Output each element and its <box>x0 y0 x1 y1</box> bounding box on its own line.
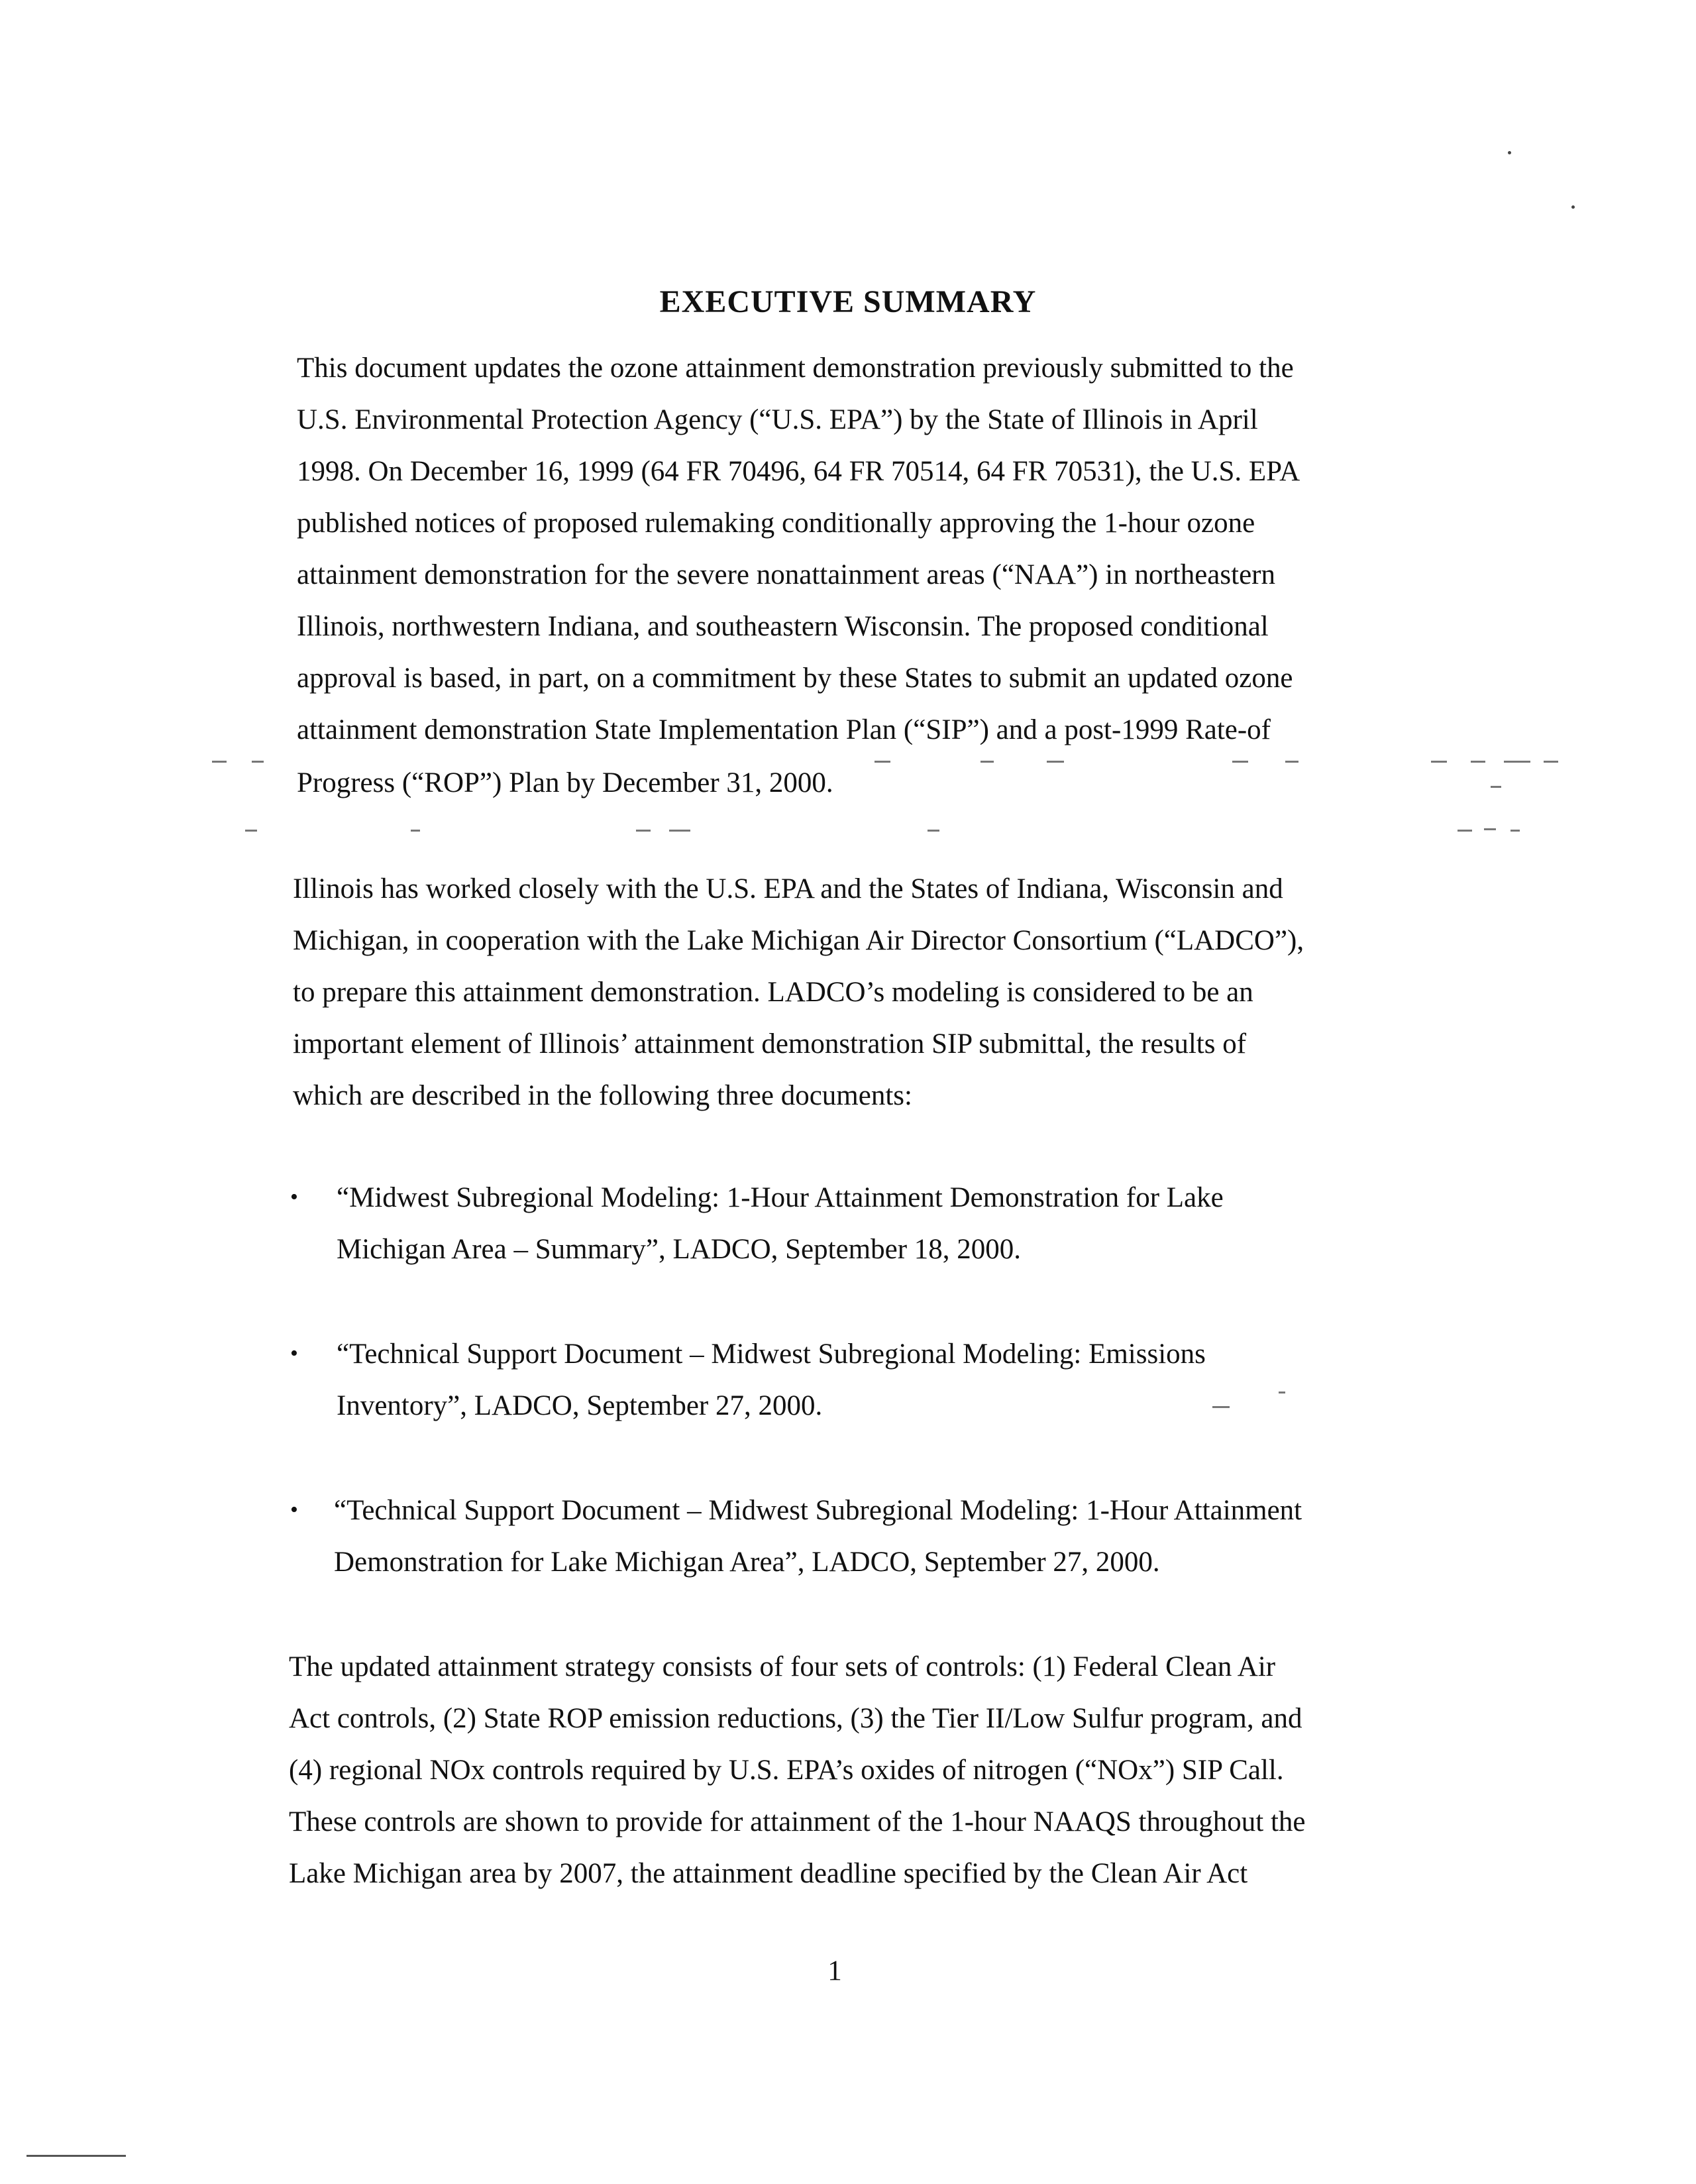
paragraph-1-line-3: 1998. On December 16, 1999 (64 FR 70496, 64 FR 70514, 64 FR 70531), the U.S. EPA <box>297 456 1300 487</box>
bullet-3-line-1: “Technical Support Document – Midwest Subregional Modeling: 1-Hour Attainment <box>334 1495 1302 1526</box>
scan-artifact-dash <box>1047 761 1064 763</box>
scan-artifact-dash <box>252 761 264 763</box>
bullet-marker: • <box>290 1498 298 1522</box>
paragraph-3-line-1: The updated attainment strategy consists of four sets of controls: (1) Federal Clean Air <box>289 1651 1276 1682</box>
bullet-marker: • <box>290 1341 298 1366</box>
scan-artifact-dash <box>1510 830 1520 832</box>
scan-artifact-dash <box>980 761 994 763</box>
paragraph-1-line-7: approval is based, in part, on a commitment by these States to submit an updated ozone <box>297 663 1293 694</box>
paragraph-3-line-4: These controls are shown to provide for attainment of the 1-hour NAAQS throughout the <box>289 1806 1306 1837</box>
bullet-1-line-2: Michigan Area – Summary”, LADCO, September 18, 2000. <box>337 1234 1022 1265</box>
page-number: 1 <box>827 1955 842 1987</box>
paragraph-1-line-8: attainment demonstration State Implementation Plan (“SIP”) and a post-1999 Rate-of <box>297 714 1271 745</box>
paragraph-2-line-4: important element of Illinois’ attainment demonstration SIP submittal, the results of <box>293 1028 1247 1060</box>
paragraph-1-line-2: U.S. Environmental Protection Agency (“U.S. EPA”) by the State of Illinois in April <box>297 404 1258 435</box>
bullet-2-line-1: “Technical Support Document – Midwest Subregional Modeling: Emissions <box>337 1338 1206 1370</box>
bullet-3-line-2: Demonstration for Lake Michigan Area”, LADCO, September 27, 2000. <box>334 1547 1160 1578</box>
paragraph-2-line-5: which are described in the following three documents: <box>293 1080 912 1111</box>
scan-artifact-dash <box>1279 1392 1285 1393</box>
scan-artifact-dash <box>1458 830 1472 832</box>
scan-artifact-speck <box>1508 151 1511 154</box>
paragraph-1-line-9: Progress (“ROP”) Plan by December 31, 2000. <box>297 767 833 798</box>
bullet-1-line-1: “Midwest Subregional Modeling: 1-Hour Attainment Demonstration for Lake <box>337 1182 1224 1213</box>
scan-artifact-dash <box>245 830 257 832</box>
scan-artifact-dash <box>874 761 890 763</box>
scan-artifact-dash <box>1212 1406 1230 1408</box>
paragraph-3-line-2: Act controls, (2) State ROP emission reductions, (3) the Tier II/Low Sulfur program, and <box>289 1703 1302 1734</box>
page-title: EXECUTIVE SUMMARY <box>659 284 1037 319</box>
scan-artifact-dash <box>928 830 939 832</box>
scan-artifact-dash <box>411 830 420 832</box>
scan-artifact-dash <box>1285 761 1298 763</box>
scan-artifact-dash <box>1491 786 1501 788</box>
scan-artifact-dash <box>1484 828 1496 830</box>
bullet-2-line-2: Inventory”, LADCO, September 27, 2000. <box>337 1390 823 1421</box>
scan-artifact-dash <box>1504 761 1530 763</box>
scan-artifact-dash <box>1232 761 1248 763</box>
paragraph-2-line-3: to prepare this attainment demonstration. LADCO’s modeling is considered to be an <box>293 977 1253 1008</box>
scan-artifact-speck <box>1571 205 1575 209</box>
paragraph-1-line-5: attainment demonstration for the severe nonattainment areas (“NAA”) in northeastern <box>297 559 1275 590</box>
scan-artifact-dash <box>1544 761 1558 763</box>
footer-rule <box>26 2155 126 2157</box>
scan-artifact-dash <box>669 830 690 832</box>
paragraph-1-line-4: published notices of proposed rulemaking conditionally approving the 1-hour ozone <box>297 508 1255 539</box>
paragraph-1-line-1: This document updates the ozone attainment demonstration previously submitted to the <box>297 353 1294 384</box>
paragraph-2-line-2: Michigan, in cooperation with the Lake Michigan Air Director Consortium (“LADCO”), <box>293 925 1304 956</box>
scan-artifact-dash <box>212 761 227 763</box>
paragraph-2-line-1: Illinois has worked closely with the U.S. EPA and the States of Indiana, Wisconsin and <box>293 873 1283 904</box>
paragraph-1-line-6: Illinois, northwestern Indiana, and southeastern Wisconsin. The proposed conditional <box>297 611 1269 642</box>
paragraph-3-line-3: (4) regional NOx controls required by U.S. EPA’s oxides of nitrogen (“NOx”) SIP Call. <box>289 1755 1284 1786</box>
paragraph-3-line-5: Lake Michigan area by 2007, the attainment deadline specified by the Clean Air Act <box>289 1858 1248 1889</box>
scan-artifact-dash <box>1471 761 1485 763</box>
scan-artifact-dash <box>636 830 651 832</box>
scan-artifact-dash <box>1431 761 1447 763</box>
bullet-marker: • <box>290 1185 298 1209</box>
